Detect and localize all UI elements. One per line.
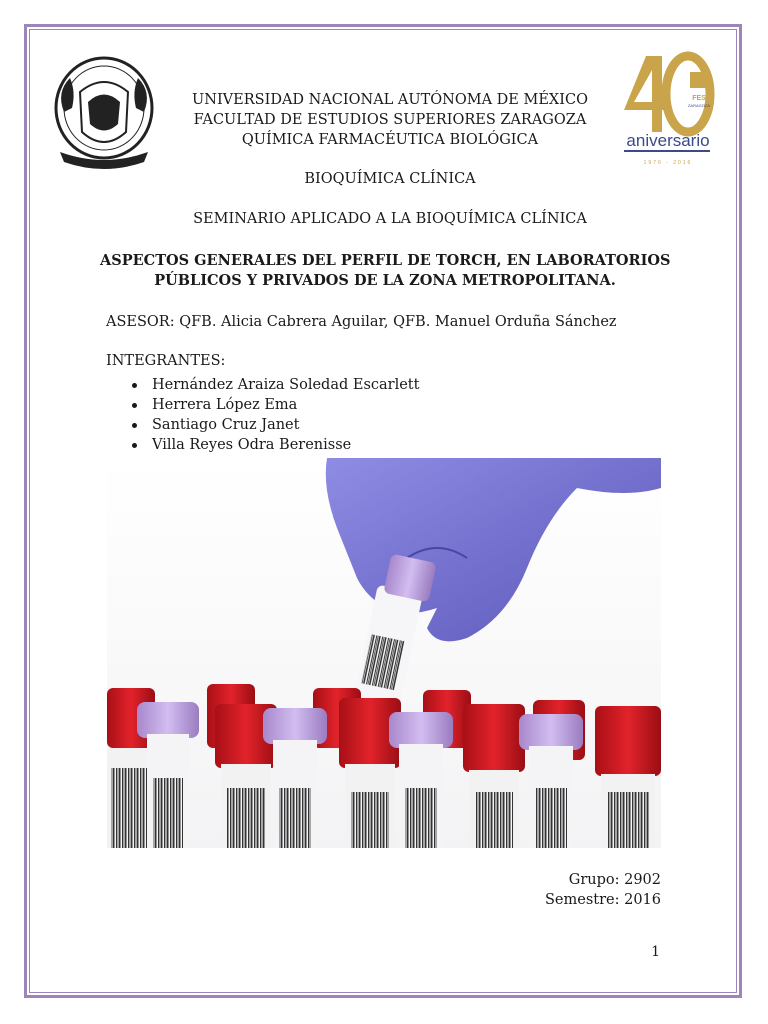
seminar-name: SEMINARIO APLICADO A LA BIOQUÍMICA CLÍNICA [193, 211, 587, 227]
title-line: PÚBLICOS Y PRIVADOS DE LA ZONA METROPOLITANA. [154, 272, 616, 289]
document-title [100, 251, 670, 291]
program-name: QUÍMICA FARMACÉUTICA BIOLÓGICA [241, 132, 539, 148]
institution-header [150, 90, 630, 150]
subject-name: BIOQUÍMICA CLÍNICA [304, 171, 476, 187]
fes-years: 1976 - 2016 [643, 160, 693, 166]
group-number: Grupo: 2902 [568, 872, 661, 888]
svg-text:FES: FES [692, 95, 706, 102]
member-item: Herrera López Ema [132, 395, 419, 415]
member-item: Santiago Cruz Janet [132, 415, 419, 435]
fes-aniversario-logo [618, 50, 716, 170]
members-label: INTEGRANTES: [106, 353, 226, 369]
unam-seal-logo [50, 52, 158, 172]
blood-tubes-photo [107, 458, 661, 848]
group-info [545, 870, 661, 910]
faculty-name: FACULTAD DE ESTUDIOS SUPERIORES ZARAGOZA [193, 112, 587, 128]
member-item: Hernández Araiza Soledad Escarlett [132, 375, 419, 395]
page-number: 1 [651, 944, 660, 960]
semester: Semestre: 2016 [544, 892, 661, 908]
svg-text:ZARAGOZA: ZARAGOZA [687, 103, 711, 108]
member-item: Villa Reyes Odra Berenisse [132, 435, 419, 455]
advisor-line: ASESOR: QFB. Alicia Cabrera Aguilar, QFB. Manuel Orduña Sánchez [106, 314, 617, 330]
fes-aniversario-label: aniversario [626, 131, 710, 150]
university-name: UNIVERSIDAD NACIONAL AUTÓNOMA DE MÉXICO [192, 92, 588, 108]
members-list [132, 375, 419, 455]
title-line: ASPECTOS GENERALES DEL PERFIL DE TORCH, EN LABORATORIOS [100, 252, 671, 269]
